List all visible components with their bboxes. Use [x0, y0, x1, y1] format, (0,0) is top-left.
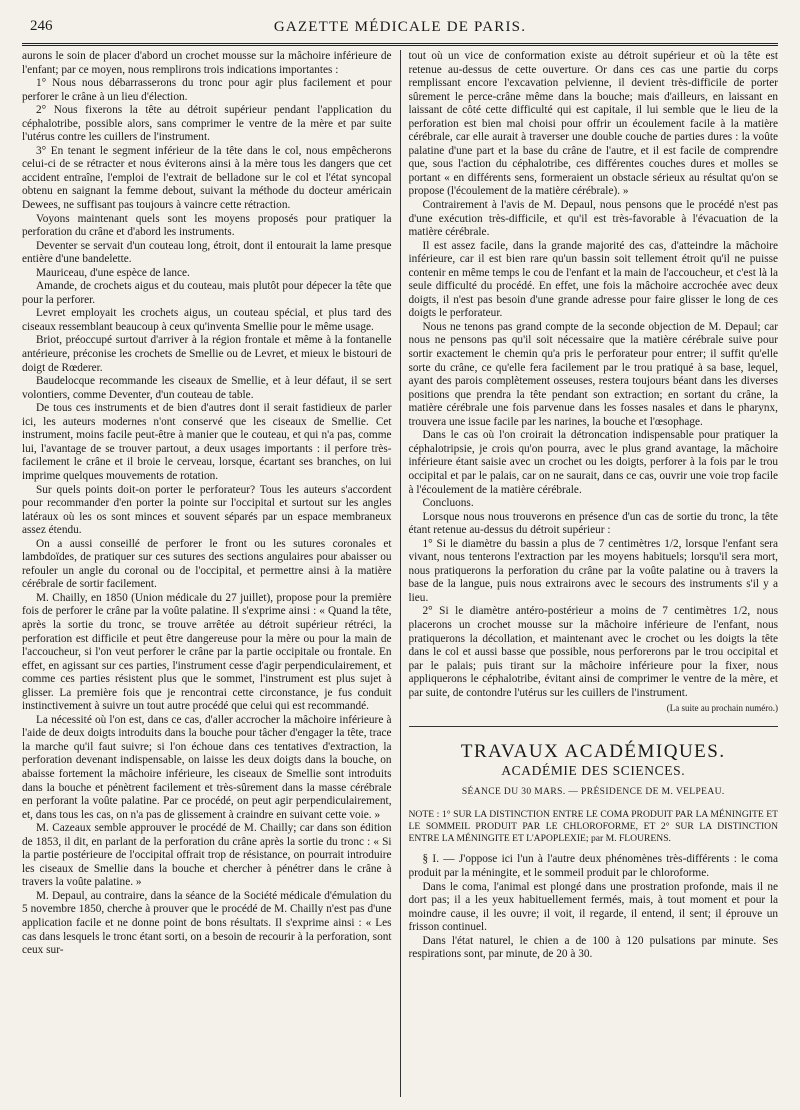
paragraph: aurons le soin de placer d'abord un crochet mousse sur la mâchoire inférieure de l'enfant; par ce moyen, nous remplirons trois indications importantes : [22, 50, 392, 76]
section-title: TRAVAUX ACADÉMIQUES. [460, 740, 726, 762]
paragraph: La nécessité où l'on est, dans ce cas, d'aller accrocher la mâchoire inférieure à l'aide de deux doigts introduits dans la bouche pour tâcher d'engager la tête, trace la marche qu'il faut suivre; si l'on échoue dans ces tentatives d'extraction, la perforation devenant indispensable, on laisse les deux doigts dans la bouche, on abaisse fortement la mâchoire inférieure, les ciseaux de Smellie sont introduits dans la bouche et pénètrent facilement et très-sûrement dans la masse cérébrale en perforant la voûte palatine. Par ce procédé, on peut agir perpendiculairement, et, dans tous les cas, on n'a pas de glissement à craindre en suivant cette voie. » [22, 713, 392, 821]
paragraph: Amande, de crochets aigus et du couteau, mais plutôt pour dépecer la tête que pour la perforer. [22, 280, 392, 306]
subsection-title: ACADÉMIE DES SCIENCES. [501, 763, 686, 779]
paragraph: De tous ces instruments et de bien d'autres dont il serait fastidieux de parler ici, les auteurs modernes n'ont conservé que les ciseaux de Smellie. Cet instrument, moins facile peut-être à manier que le couteau, et qui n'a pas, comme lui, l'avantage de se trouver partout, a deux usages importants : il perfore très-facilement le crâne et il broie le cerveau, lorsque, écartant ses branches, on lui imprime quelques mouvements de rotation. [22, 402, 392, 482]
paragraph: § I. — J'oppose ici l'un à l'autre deux phénomènes très-différents : le coma produit par la méningite, et le sommeil produit par le chloroforme. [408, 853, 779, 879]
column-divider [400, 50, 401, 1097]
paragraph: Lorsque nous nous trouverons en présence d'un cas de sortie du tronc, la tête étant retenue au-dessus du détroit supérieur : [408, 510, 779, 537]
paragraph: On a aussi conseillé de perforer le front ou les sutures coronales et lambdoïdes, de pratiquer sur ces sutures des sections angulaires pour abaisser ou refouler un angle du coronal ou de l'occipital, et permettre ainsi à la matière cérébrale de sortir facilement. [22, 537, 392, 591]
paragraph: 3° En tenant le segment inférieur de la tête dans le col, nous empêcherons celui-ci de se rétracter et nous éviterons ainsi à la mère tous les dangers que cet accident entraîne, l'emploi de l'extrait de belladone sur le col et l'état syncopal obtenu en saignant la femme debout, suivant la méthode du docteur américain Dewees, ne suffisant pas toujours à vaincre cette rétraction. [22, 144, 392, 212]
left-column [22, 50, 392, 1097]
two-column-body [22, 50, 778, 1097]
page-header [22, 14, 778, 40]
paragraph: Voyons maintenant quels sont les moyens proposés pour pratiquer la perforation du crâne et d'abord les instruments. [22, 212, 392, 239]
continuation-note: (La suite au prochain numéro.) [666, 703, 779, 714]
paragraph: Baudelocque recommande les ciseaux de Smellie, et à leur défaut, il se sert volontiers, comme Deventer, d'un couteau de table. [22, 375, 392, 401]
paragraph: Contrairement à l'avis de M. Depaul, nous pensons que le procédé n'est pas d'une exécution très-difficile, et qu'il est très-favorable à l'évacuation de la matière cérébrale. [408, 199, 779, 239]
paragraph: Deventer se servait d'un couteau long, étroit, dont il entourait la lame presque entière d'une bandelette. [22, 239, 392, 266]
paragraph: M. Cazeaux semble approuver le procédé de M. Chailly; car dans son édition de 1853, il dit, en parlant de la perforation du crâne après la sortie du tronc : « Si la partie postérieure de l'occipital offrait trop de résistance, on pourrait introduire les ciseaux de Smellie dans la bouche et chercher à pénétrer dans le crâne à travers la voûte palatine. » [22, 822, 392, 889]
page-number: 246 [30, 18, 53, 34]
paragraph: Nous ne tenons pas grand compte de la seconde objection de M. Depaul; car nous ne pensons pas qu'il soit nécessaire que la matière cérébrale suive pour sortir exactement le chemin qu'a pris le perforateur pour entrer; il suffit qu'elle sorte du crâne, ce qu'elle fera facilement par le trou pratiqué à sa base, lequel, ayant des parois complètement osseuses, restera toujours béant dans les diverses positions que prendra la tête pendant son extraction; en sortant du crâne, la matière cérébrale une fois parvenue dans les fosses nasales et dans le pharynx, trouvera une issue facile par les narines, la bouche et l'œsophage. [408, 320, 779, 428]
section-divider [409, 726, 779, 727]
paragraph: Concluons. [422, 497, 474, 510]
paragraph: Dans l'état naturel, le chien a de 100 à 120 pulsations par minute. Ses respirations sont, par minute, de 20 à 30. [408, 934, 779, 961]
paragraph: 1° Si le diamètre du bassin a plus de 7 centimètres 1/2, lorsque l'enfant sera vivant, nous tenterons l'extraction par les moyens habituels; lorsqu'il sera mort, nous pratiquerons la perforation du crâne par la voûte palatine ou à travers la base de la langue, puis nous extrairons avec le secours des instruments s'il y a lieu. [408, 537, 779, 604]
paragraph: M. Chailly, en 1850 (Union médicale du 27 juillet), propose pour la première fois de perforer le crâne par la voûte palatine. Il s'exprime ainsi : « Quand la tête, après la sortie du tronc, se trouve arrêtée au détroit supérieur rétréci, la perforation est difficile et peut être dangereuse pour la mère ou pour la main de l'accoucheur, si l'on veut perforer le crâne par la partie occipitale ou frontale. En effet, en agissant sur ces parties, l'instrument cesse d'agir perpendiculairement, et comme ces parties résistent plus que le sommet, l'instrument est plus sujet à glisser. La première fois que je rencontrai cette circonstance, je fus conduit instinctivement à suivre un tout autre procédé que celui qui est recommandé. [22, 591, 392, 713]
paragraph: Briot, préoccupé surtout d'arriver à la région frontale et même à la fontanelle antérieure, préconise les crochets de Smellie ou de Levret, et mieux le bistouri de doigt de Rœderer. [22, 334, 392, 374]
right-column [409, 50, 779, 1097]
paragraph: Sur quels points doit-on porter le perforateur? Tous les auteurs s'accordent pour recommander d'en porter la pointe sur l'occipital et surtout sur les angles latéraux où les os sont minces et souvent séparés par un espace membraneux assez étendu. [22, 483, 392, 537]
header-rule [22, 43, 778, 46]
paragraph: Mauriceau, d'une espèce de lance. [36, 266, 190, 279]
paragraph: tout où un vice de conformation existe au détroit supérieur et où la tête est retenue au-dessus de cette ouverture. Or dans ces cas une partie du corps remplissant encore l'excavation pelvienne, il devient très-difficile de porter sûrement le perce-crâne même dans la bouche; mais d'ailleurs, en laissant en laissant de côté cette difficulté qui est capitale, il lui semble que le lieu de la perforation est bien mal choisi pour offrir un écoulement facile à la matière cérébrale, car elle aurait à traverser une double couche de parties dures : la voûte palatine d'une part et la base du crâne de l'autre, et il est facile de comprendre que, sous l'action du céphalotribe, ces différentes couches dures et molles se portant « en différents sens, formeraient un obstacle sérieux au résultat qu'on se propose (l'écoulement de la matière cérébrale). » [408, 50, 779, 198]
paragraph: Levret employait les crochets aigus, un couteau spécial, et plus tard des ciseaux ressemblant beaucoup à ceux qu'inventa Smellie pour le même usage. [22, 307, 392, 333]
paragraph: Dans le cas où l'on croirait la détroncation indispensable pour pratiquer la céphalotripsie, je crois qu'on pourra, avec le plus grand avantage, la mâchoire inférieure étant saisie avec un crochet ou les doigts, perforer à la fois par le trou occipital et par le palais, car on ne saurait, dans ce cas, ouvrir une voie trop facile à l'écoulement de la matière cérébrale. [408, 429, 779, 496]
paragraph: M. Depaul, au contraire, dans la séance de la Société médicale d'émulation du 5 novembre 1850, cherche à prouver que le procédé de M. Chailly n'est pas d'une application facile et ne donne point de bons résultats. Il s'exprime ainsi : « Les cas dans lesquels le tronc étant sorti, on a besoin de recourir à la perforation, sont ceux sur- [22, 889, 392, 957]
paragraph: Dans le coma, l'animal est plongé dans une prostration profonde, mais il ne dort pas; il a les yeux habituellement fermés, mais, à tout moment et pour la moindre cause, il les ouvre; il voit, il regarde, il entend, il sent; il éprouve un frisson continuel. [408, 880, 779, 934]
paragraph: 2° Nous fixerons la tête au détroit supérieur pendant l'application du céphalotribe, possible alors, sans comprimer le ventre de la mère et par suite l'utérus contre les cuillers de l'instrument. [22, 104, 392, 144]
note-heading: NOTE : 1° SUR LA DISTINCTION ENTRE LE COMA PRODUIT PAR LA MÉNINGITE ET LE SOMMEIL PRODUIT PAR LE CHLOROFORME, ET 2° SUR LA DISTINCTION ENTRE LA MÉNINGITE ET L'APOPLEXIE; par M. FLOURENS. [408, 809, 779, 845]
paragraph: 1° Nous nous débarrasserons du tronc pour agir plus facilement et pour perforer le crâne à un lieu d'élection. [22, 77, 392, 103]
paragraph: Il est assez facile, dans la grande majorité des cas, d'atteindre la mâchoire inférieure, car il est bien rare qu'un bassin soit tellement étroit qu'il ne puisse contenir en même temps le cou de l'enfant et la main de l'accoucheur, et c'est là la seule difficulté du procédé. En effet, une fois la mâchoire accrochée avec deux doigts, il n'est pas besoin d'une grande adresse pour faire glisser le long de ces doigts le perforateur. [408, 239, 779, 320]
journal-title: GAZETTE MÉDICALE DE PARIS. [273, 19, 527, 35]
seance-heading: SÉANCE DU 30 MARS. — PRÉSIDENCE DE M. VELPEAU. [461, 786, 725, 797]
paragraph: 2° Si le diamètre antéro-postérieur a moins de 7 centimètres 1/2, nous placerons un crochet mousse sur la mâchoire inférieure de l'enfant, nous pratiquerons la décollation, et maintenant avec le crochet ou les doigts la tête dans le col et aussi basse que possible, nous perforerons par le trou occipital et par le palais; puis tirant sur la mâchoire inférieure pour la fixer, nous appliquerons le céphalotribe, évitant ainsi de comprimer le ventre de la mère, et par suite, de contondre l'utérus sur les cuillers de l'instrument. [408, 605, 779, 699]
